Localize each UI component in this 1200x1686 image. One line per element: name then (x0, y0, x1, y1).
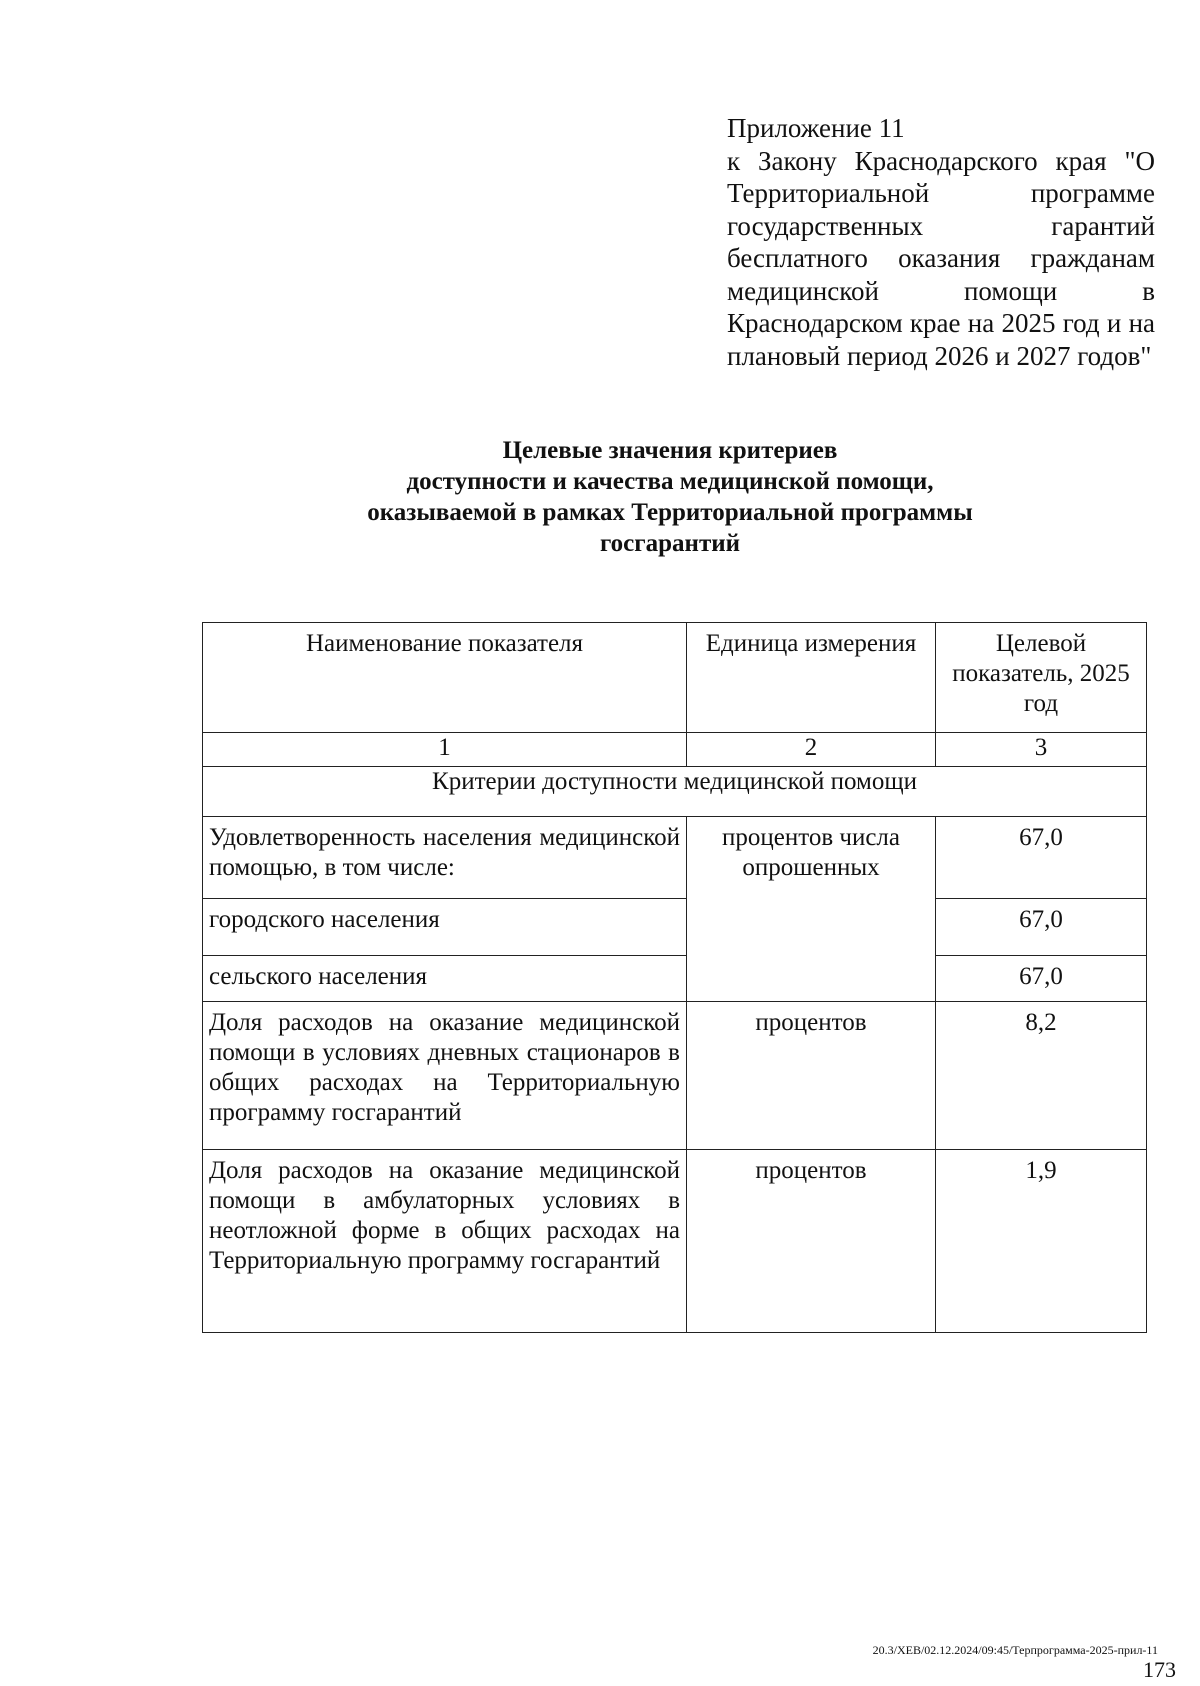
column-number-1: 1 (203, 733, 687, 767)
row-1-value: 67,0 (936, 817, 1147, 899)
row-5-name: Доля расходов на оказание медицинской помощи в амбулаторных условиях в неотложной форме в общих расходах на Территориальную программу госгарантий (203, 1150, 687, 1333)
header-target: Целевой показатель, 2025 год (936, 623, 1147, 733)
row-3-value: 67,0 (936, 956, 1147, 1002)
row-4-unit: процентов (687, 1002, 936, 1150)
header-name: Наименование показателя (203, 623, 687, 733)
section-row (203, 767, 1147, 817)
row-1-name: Удовлетворенность населения медицинской помощью, в том числе: (203, 817, 687, 899)
title-line-2: доступности и качества медицинской помощи, (406, 468, 934, 495)
row-1-unit: процентов числа опрошенных (687, 817, 936, 1002)
row-4-name: Доля расходов на оказание медицинской помощи в условиях дневных стационаров в общих расходах на Территориальную программу госгарантий (203, 1002, 687, 1150)
title-line-1: Целевые значения критериев (502, 437, 838, 464)
table-row (203, 1150, 1147, 1333)
table-row (203, 899, 1147, 956)
row-2-value: 67,0 (936, 899, 1147, 956)
criteria-table (202, 622, 1147, 1333)
table-row (203, 956, 1147, 1002)
column-number-3: 3 (936, 733, 1147, 767)
section-heading: Критерии доступности медицинской помощи (203, 767, 1147, 817)
document-code: 20.3/ХЕВ/02.12.2024/09:45/Терпрограмма-2025-прил-11 (872, 1643, 1158, 1657)
column-number-row (203, 733, 1147, 767)
table-row (203, 817, 1147, 899)
title-line-3: оказываемой в рамках Территориальной программы (367, 499, 973, 526)
title-line-4: госгарантий (599, 530, 741, 557)
row-3-name: сельского населения (203, 956, 687, 1002)
table-header-row (203, 623, 1147, 733)
appendix-block (727, 112, 1155, 372)
column-number-2: 2 (687, 733, 936, 767)
row-5-value: 1,9 (936, 1150, 1147, 1333)
table-row (203, 1002, 1147, 1150)
row-5-unit: процентов (687, 1150, 936, 1333)
document-title (300, 435, 1040, 559)
row-4-value: 8,2 (936, 1002, 1147, 1150)
row-2-name: городского населения (203, 899, 687, 956)
appendix-law-reference: к Закону Краснодарского края "О Территориальной программе государственных гарантий бесплатного оказания гражданам медицинской помощи в Краснодарском крае на 2025 год и на плановый период 2026 и 2027 годов" (727, 145, 1155, 371)
page-number: 173 (1143, 1657, 1176, 1682)
appendix-number: Приложение 11 (727, 113, 905, 143)
header-unit: Единица измерения (687, 623, 936, 733)
